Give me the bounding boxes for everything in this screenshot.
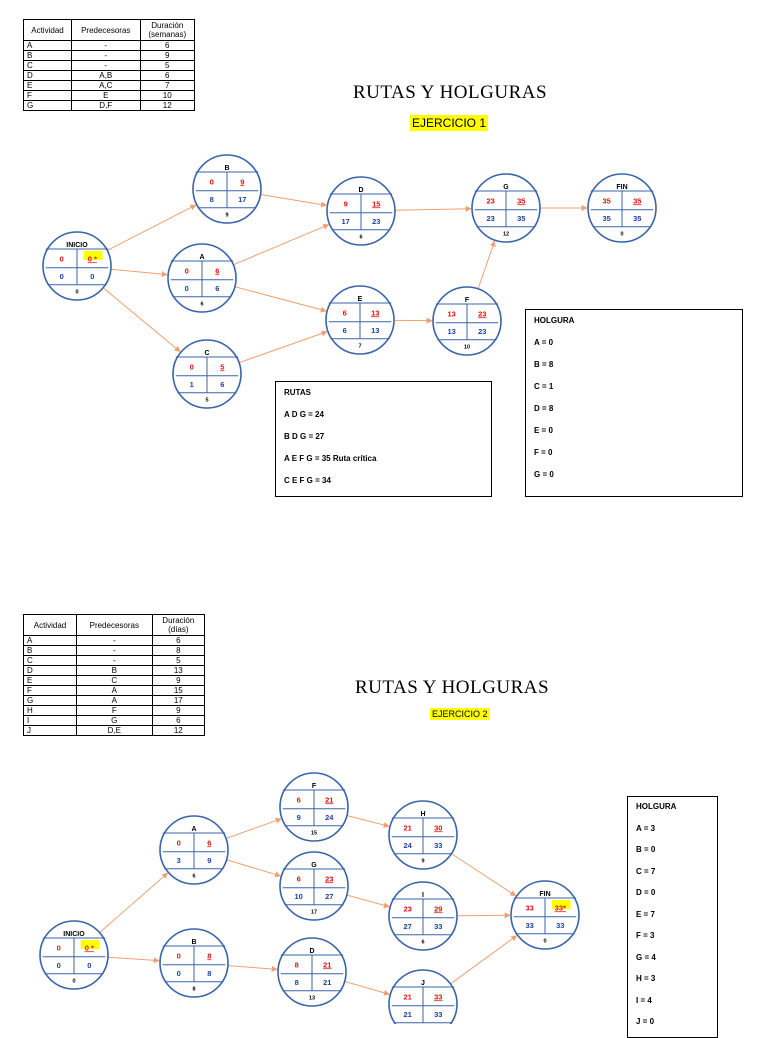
- table-row: [24, 646, 205, 656]
- node-early-finish: 0 *: [88, 254, 97, 263]
- network-node: [511, 881, 579, 949]
- table-row: [24, 656, 205, 666]
- dependency-arrow: [227, 860, 281, 876]
- network-node: [40, 921, 108, 989]
- node-early-start: 0: [177, 951, 181, 960]
- node-late-start: 10: [295, 892, 303, 901]
- node-early-finish: 6: [207, 838, 211, 847]
- node-late-start: 24: [404, 841, 413, 850]
- table-cell: 8: [152, 646, 204, 656]
- holgura-box-ex2: [627, 796, 718, 1038]
- activity-table-ex2: [23, 614, 205, 736]
- node-early-start: 13: [448, 309, 456, 318]
- table-cell: F: [24, 91, 72, 101]
- page-title-ex1: RUTAS Y HOLGURAS: [353, 82, 547, 104]
- node-early-finish: 5: [220, 362, 224, 371]
- holgura-item: G = 0: [534, 470, 554, 479]
- table-cell: F: [24, 686, 77, 696]
- node-late-start: 8: [210, 195, 214, 204]
- node-late-finish: 35: [517, 214, 525, 223]
- holgura-box-ex1: [525, 309, 743, 497]
- holgura-item: D = 0: [636, 888, 655, 897]
- network-node: [280, 852, 348, 920]
- dependency-arrow: [233, 225, 328, 265]
- dependency-arrow: [107, 205, 196, 250]
- table-cell: G: [24, 101, 72, 111]
- node-duration: 7: [358, 344, 361, 350]
- table-cell: 5: [152, 656, 204, 666]
- node-duration: 17: [311, 910, 317, 916]
- holgura-item: A = 3: [636, 824, 655, 833]
- page-title-ex2: RUTAS Y HOLGURAS: [355, 677, 549, 699]
- network-node: [193, 155, 261, 223]
- node-late-finish: 23: [478, 327, 486, 336]
- node-late-finish: 24: [325, 813, 334, 822]
- node-early-start: 6: [297, 874, 301, 883]
- node-late-finish: 33: [434, 1010, 442, 1019]
- table-cell: C: [24, 61, 72, 71]
- node-late-finish: 21: [323, 978, 331, 987]
- node-early-finish: 23: [325, 874, 333, 883]
- table-cell: E: [71, 91, 140, 101]
- node-name: J: [421, 980, 425, 987]
- node-name: FIN: [539, 891, 550, 898]
- node-duration: 13: [309, 996, 315, 1002]
- node-early-finish: 33*: [555, 903, 566, 912]
- node-late-start: 0: [177, 969, 181, 978]
- holgura-item: F = 3: [636, 931, 654, 940]
- network-node: [389, 882, 457, 950]
- network-node: [280, 773, 348, 841]
- network-node: [472, 174, 540, 242]
- node-late-start: 33: [526, 921, 534, 930]
- network-node: [278, 938, 346, 1006]
- node-early-start: 0: [185, 266, 189, 275]
- node-late-finish: 33: [434, 841, 442, 850]
- node-early-finish: 15: [372, 199, 380, 208]
- network-node: [389, 970, 457, 1024]
- table-cell: D: [24, 666, 77, 676]
- node-early-start: 33: [526, 903, 534, 912]
- node-name: B: [224, 165, 229, 172]
- col-header-actividad: Actividad: [24, 615, 77, 636]
- node-late-finish: 17: [238, 195, 246, 204]
- table-cell: 15: [152, 686, 204, 696]
- node-early-start: 8: [295, 960, 299, 969]
- holgura-item: C = 1: [534, 382, 553, 391]
- node-name: A: [191, 826, 196, 833]
- node-late-start: 23: [487, 214, 495, 223]
- table-cell: 9: [140, 51, 194, 61]
- node-early-finish: 13: [371, 308, 379, 317]
- node-late-start: 8: [295, 978, 299, 987]
- dependency-arrow: [111, 269, 167, 274]
- node-late-start: 21: [404, 1010, 412, 1019]
- dependency-arrow: [226, 819, 281, 839]
- network-node: [168, 244, 236, 312]
- col-header-predecesoras: Predecesoras: [76, 615, 152, 636]
- table-cell: E: [24, 81, 72, 91]
- node-duration: 0: [543, 939, 546, 945]
- node-early-finish: 35: [633, 196, 641, 205]
- node-late-finish: 33: [434, 922, 442, 931]
- table-cell: D,E: [76, 726, 152, 736]
- table-row: [24, 706, 205, 716]
- ruta-item: B D G = 27: [284, 432, 324, 441]
- node-early-start: 0: [177, 838, 181, 847]
- table-cell: -: [76, 646, 152, 656]
- node-duration: 0: [620, 232, 623, 238]
- node-name: FIN: [616, 184, 627, 191]
- dependency-arrow: [261, 195, 327, 206]
- table-cell: 9: [152, 676, 204, 686]
- ruta-item: A D G = 24: [284, 410, 324, 419]
- network-node: [327, 177, 395, 245]
- table-cell: D: [24, 71, 72, 81]
- col-header-actividad: Actividad: [24, 20, 72, 41]
- network-node: [389, 801, 457, 869]
- holgura-item: E = 7: [636, 910, 655, 919]
- node-name: E: [358, 296, 363, 303]
- dependency-arrow: [395, 209, 471, 211]
- node-late-start: 27: [404, 922, 412, 931]
- exercise-label-ex1: EJERCICIO 1: [410, 115, 488, 131]
- holgura-item: E = 0: [534, 426, 553, 435]
- node-name: C: [204, 350, 209, 357]
- network-node: [326, 286, 394, 354]
- table-cell: 7: [140, 81, 194, 91]
- node-early-finish: 23: [478, 309, 486, 318]
- dependency-arrow: [103, 288, 180, 352]
- node-name: INICIO: [66, 242, 88, 249]
- table-cell: D,F: [71, 101, 140, 111]
- holgura-item: D = 8: [534, 404, 553, 413]
- node-early-start: 0: [60, 254, 64, 263]
- node-duration: 6: [359, 235, 362, 241]
- col-header-duracion: Duración (semanas): [140, 20, 194, 41]
- node-late-start: 1: [190, 380, 194, 389]
- table-cell: A: [76, 696, 152, 706]
- table-cell: 12: [152, 726, 204, 736]
- holgura-title: HOLGURA: [636, 802, 676, 811]
- table-cell: A,B: [71, 71, 140, 81]
- node-late-start: 6: [343, 326, 347, 335]
- table-row: [24, 666, 205, 676]
- table-cell: C: [24, 656, 77, 666]
- dependency-arrow: [478, 241, 494, 289]
- node-duration: 6: [192, 874, 195, 880]
- node-late-start: 3: [177, 856, 181, 865]
- dependency-arrow: [235, 287, 326, 311]
- node-duration: 9: [421, 859, 424, 865]
- node-early-start: 6: [343, 308, 347, 317]
- node-late-start: 13: [448, 327, 456, 336]
- table-cell: 6: [140, 41, 194, 51]
- node-name: B: [191, 939, 196, 946]
- node-duration: 6: [200, 302, 203, 308]
- node-early-finish: 9: [240, 177, 244, 186]
- node-early-start: 9: [344, 199, 348, 208]
- node-early-start: 0: [210, 177, 214, 186]
- table-cell: 6: [140, 71, 194, 81]
- node-early-start: 23: [487, 196, 495, 205]
- network-node: [160, 929, 228, 997]
- table-row: [24, 716, 205, 726]
- dependency-arrow: [347, 895, 389, 907]
- table-cell: 12: [140, 101, 194, 111]
- node-late-finish: 23: [372, 217, 380, 226]
- table-cell: J: [24, 726, 77, 736]
- table-cell: 5: [140, 61, 194, 71]
- node-early-finish: 21: [325, 795, 333, 804]
- table-cell: 10: [140, 91, 194, 101]
- dependency-arrow: [450, 936, 516, 984]
- network-node: [43, 232, 111, 300]
- node-late-finish: 6: [215, 284, 219, 293]
- col-header-duracion: Duración (días): [152, 615, 204, 636]
- node-early-start: 6: [297, 795, 301, 804]
- table-cell: C: [76, 676, 152, 686]
- table-cell: A,C: [71, 81, 140, 91]
- node-duration: 10: [464, 345, 470, 351]
- table-cell: I: [24, 716, 77, 726]
- node-early-start: 21: [404, 992, 412, 1001]
- node-late-start: 0: [57, 961, 61, 970]
- node-early-start: 0: [190, 362, 194, 371]
- table-cell: F: [76, 706, 152, 716]
- table-row: [24, 676, 205, 686]
- node-early-finish: 33: [434, 992, 442, 1001]
- node-name: D: [309, 948, 314, 955]
- table-cell: -: [71, 61, 140, 71]
- table-cell: G: [24, 696, 77, 706]
- table-row: [24, 686, 205, 696]
- node-early-start: 0: [57, 943, 61, 952]
- table-cell: -: [71, 41, 140, 51]
- node-late-finish: 35: [633, 214, 641, 223]
- dependency-arrow: [451, 854, 515, 896]
- dependency-arrow: [345, 981, 390, 994]
- rutas-title: RUTAS: [284, 388, 311, 397]
- node-early-finish: 6: [215, 266, 219, 275]
- node-name: G: [503, 184, 509, 191]
- exercise-label-ex2: EJERCICIO 2: [430, 708, 490, 720]
- table-cell: -: [76, 656, 152, 666]
- table-row: [24, 636, 205, 646]
- network-node: [588, 174, 656, 242]
- table-row: [24, 696, 205, 706]
- node-late-finish: 0: [90, 272, 94, 281]
- ruta-item: A E F G = 35 Ruta crítica: [284, 454, 376, 463]
- node-name: H: [420, 811, 425, 818]
- table-cell: 13: [152, 666, 204, 676]
- dependency-arrow: [100, 873, 168, 933]
- node-late-finish: 33: [556, 921, 564, 930]
- holgura-item: I = 4: [636, 996, 652, 1005]
- holgura-item: F = 0: [534, 448, 552, 457]
- table-cell: G: [76, 716, 152, 726]
- node-early-start: 23: [404, 904, 412, 913]
- node-late-finish: 13: [371, 326, 379, 335]
- node-late-start: 0: [185, 284, 189, 293]
- ruta-item: C E F G = 34: [284, 476, 331, 485]
- node-early-finish: 0 *: [85, 943, 94, 952]
- node-name: F: [465, 297, 470, 304]
- node-early-finish: 30: [434, 823, 442, 832]
- node-late-start: 17: [342, 217, 350, 226]
- table-cell: E: [24, 676, 77, 686]
- table-cell: B: [24, 646, 77, 656]
- node-late-start: 0: [60, 272, 64, 281]
- node-late-finish: 0: [87, 961, 91, 970]
- holgura-item: J = 0: [636, 1017, 654, 1026]
- node-late-finish: 9: [207, 856, 211, 865]
- dependency-arrow: [228, 966, 277, 970]
- holgura-item: C = 7: [636, 867, 655, 876]
- node-duration: 9: [225, 213, 228, 219]
- rutas-box: [275, 381, 492, 497]
- table-cell: 17: [152, 696, 204, 706]
- holgura-item: G = 4: [636, 953, 656, 962]
- table-cell: 6: [152, 716, 204, 726]
- node-name: F: [312, 783, 317, 790]
- table-row: [24, 726, 205, 736]
- node-duration: 12: [503, 232, 509, 238]
- network-node: [160, 816, 228, 884]
- table-cell: 9: [152, 706, 204, 716]
- holgura-title: HOLGURA: [534, 316, 574, 325]
- holgura-item: B = 8: [534, 360, 553, 369]
- holgura-item: A = 0: [534, 338, 553, 347]
- network-node: [433, 287, 501, 355]
- dependency-arrow: [108, 957, 159, 960]
- node-late-finish: 8: [207, 969, 211, 978]
- node-early-finish: 35: [517, 196, 525, 205]
- node-late-start: 9: [297, 813, 301, 822]
- node-name: G: [311, 862, 317, 869]
- table-cell: A: [76, 686, 152, 696]
- table-cell: -: [76, 636, 152, 646]
- node-duration: 15: [311, 831, 317, 837]
- holgura-item: B = 0: [636, 845, 655, 854]
- node-early-finish: 29: [434, 904, 442, 913]
- table-cell: B: [24, 51, 72, 61]
- table-cell: 6: [152, 636, 204, 646]
- table-cell: A: [24, 41, 72, 51]
- node-duration: 8: [192, 987, 195, 993]
- node-duration: 0: [75, 290, 78, 296]
- table-cell: A: [24, 636, 77, 646]
- node-late-finish: 27: [325, 892, 333, 901]
- node-name: D: [358, 187, 363, 194]
- node-early-start: 35: [603, 196, 611, 205]
- node-duration: 5: [205, 398, 208, 404]
- col-header-predecesoras: Predecesoras: [71, 20, 140, 41]
- node-duration: 0: [72, 979, 75, 985]
- node-name: I: [422, 892, 424, 899]
- dependency-arrow: [347, 815, 389, 826]
- node-early-finish: 21: [323, 960, 331, 969]
- dependency-arrow: [239, 332, 327, 363]
- table-cell: -: [71, 51, 140, 61]
- node-late-finish: 6: [220, 380, 224, 389]
- node-duration: 6: [421, 940, 424, 946]
- node-name: INICIO: [63, 931, 85, 938]
- table-cell: B: [76, 666, 152, 676]
- table-cell: H: [24, 706, 77, 716]
- node-early-start: 21: [404, 823, 412, 832]
- node-name: A: [199, 254, 204, 261]
- network-node: [173, 340, 241, 408]
- holgura-item: H = 3: [636, 974, 655, 983]
- node-early-finish: 8: [207, 951, 211, 960]
- node-late-start: 35: [603, 214, 611, 223]
